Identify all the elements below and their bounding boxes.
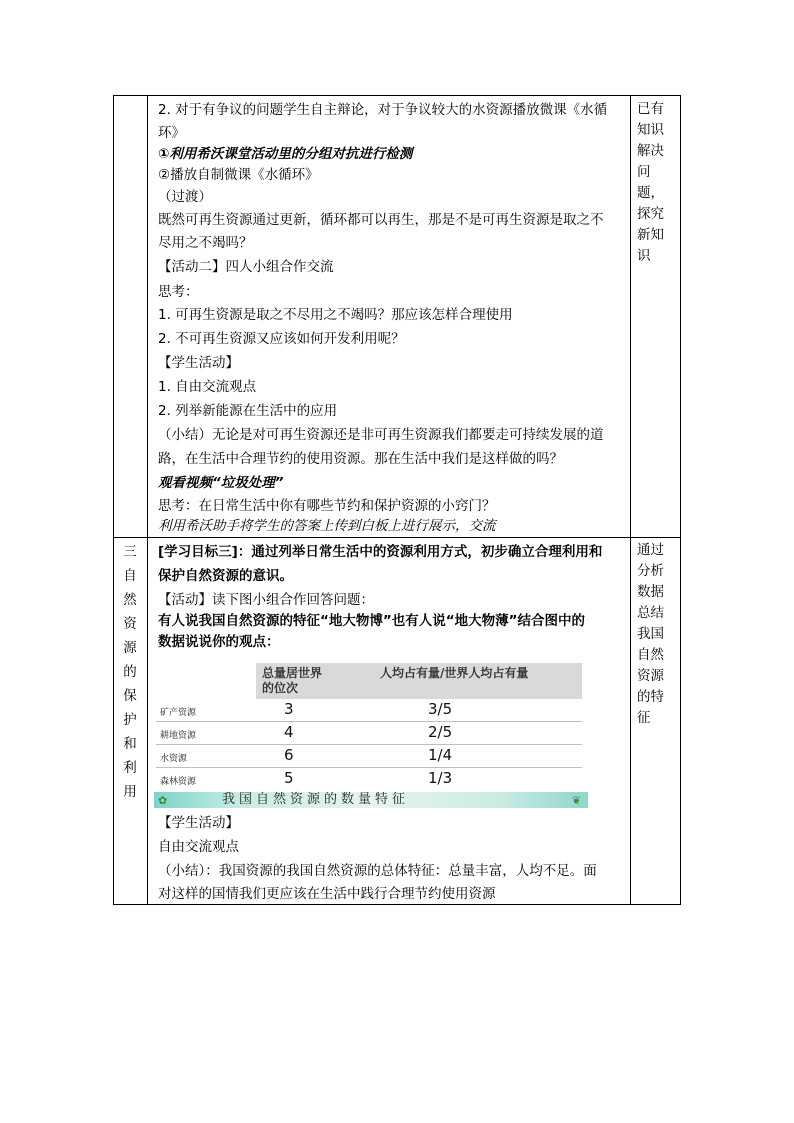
activity-heading: 【活动二】四人小组合作交流 xyxy=(158,259,334,275)
section-title-vertical xyxy=(116,540,144,804)
title-char: 的 xyxy=(123,664,137,680)
summary-line: （小结）：我国资源的我国自然资源的总体特征：总量丰富，人均不足。面 xyxy=(158,863,597,879)
resource-table-image xyxy=(156,663,582,791)
student-activity-heading: 【学生活动】 xyxy=(158,355,239,371)
table-row-ratio: 1/3 xyxy=(428,769,453,787)
side-note-text: 分析 xyxy=(637,563,664,579)
row-separator xyxy=(156,767,582,768)
table-header-ratio: 人均占有量/世界人均占有量 xyxy=(380,666,529,680)
side-note-text: 题， xyxy=(637,185,664,201)
side-note-text: 解决 xyxy=(637,143,664,159)
video-line: 观看视频“垃圾处理” xyxy=(158,475,284,491)
side-note-text: 新知 xyxy=(637,227,664,243)
text-line: 1. 自由交流观点 xyxy=(158,379,257,395)
table-row-ratio: 3/5 xyxy=(428,700,453,718)
text-line: 既然可再生资源通过更新，循环都可以再生，那是不是可再生资源是取之不 xyxy=(158,212,604,228)
title-char: 护 xyxy=(123,712,137,728)
table-row-rank: 5 xyxy=(284,769,294,787)
title-char: 利 xyxy=(123,760,137,776)
student-activity-heading: 【学生活动】 xyxy=(158,815,239,831)
header-text: 总量居世界 xyxy=(262,666,323,680)
activity-heading: 【活动】读下图小组合作回答问题： xyxy=(158,592,374,608)
text-line: 1. 可再生资源是取之不尽用之不竭吗？那应该怎样合理使用 xyxy=(158,307,513,323)
title-char: 用 xyxy=(123,784,137,800)
text-line: 2. 对于有争议的问题学生自主辩论，对于争议较大的水资源播放微课《水循 xyxy=(158,102,608,118)
side-note-text: 总结 xyxy=(637,605,664,621)
side-note-text: 自然 xyxy=(637,647,664,663)
table-header-rank xyxy=(262,666,322,696)
title-char: 自 xyxy=(123,568,137,584)
question-line: 数据说说你的观点： xyxy=(158,634,280,650)
summary-line: 路，在生活中合理节约的使用资源。那在生活中我们是这样做的吗？ xyxy=(158,451,563,467)
question-line: 有人说我国自然资源的特征“地大物博”也有人说“地大物薄”结合图中的 xyxy=(158,613,585,629)
side-note-text: 问 xyxy=(637,164,651,180)
summary-line: 对这样的国情我们更应该在生活中践行合理节约使用资源 xyxy=(158,886,496,902)
text-line: ①利用希沃课堂活动里的分组对抗进行检测 xyxy=(158,146,413,162)
text-line: 2. 列举新能源在生活中的应用 xyxy=(158,403,338,419)
table-row-rank: 3 xyxy=(284,700,294,718)
title-char: 源 xyxy=(123,640,137,656)
row-separator xyxy=(156,744,582,745)
side-note-text: 识 xyxy=(637,248,651,264)
side-note-text: 知识 xyxy=(637,122,664,138)
learning-goal: 保护自然资源的意识。 xyxy=(158,568,293,584)
plant-icon: ✿ xyxy=(158,794,168,807)
title-char: 资 xyxy=(123,616,137,632)
side-note-text: 的特 xyxy=(637,689,664,705)
text-line: 尽用之不竭吗？ xyxy=(158,235,253,251)
title-char: 保 xyxy=(123,688,137,704)
side-note-text: 探究 xyxy=(637,206,664,222)
column-divider-right xyxy=(630,95,631,905)
text-line: （过渡） xyxy=(158,189,212,205)
table-row-name: 耕地资源 xyxy=(160,731,197,741)
table-row-rank: 4 xyxy=(284,723,294,741)
title-char: 和 xyxy=(123,736,137,752)
side-note-text: 我国 xyxy=(637,626,664,642)
table-caption-banner xyxy=(154,792,588,808)
table-row-ratio: 2/5 xyxy=(428,723,453,741)
column-divider-left xyxy=(147,95,148,905)
text-line: 环》 xyxy=(158,125,185,141)
plant-icon: ❦ xyxy=(572,794,582,807)
table-row-rank: 6 xyxy=(284,746,294,764)
row-divider xyxy=(113,537,681,538)
side-note-text: 已有 xyxy=(637,101,664,117)
text-line: 利用希沃助手将学生的答案上传到白板上进行展示，交流 xyxy=(158,518,496,534)
table-row-name: 森林资源 xyxy=(160,777,197,787)
text-line: ②播放自制微课《水循环》 xyxy=(158,167,319,183)
side-note-text: 通过 xyxy=(637,542,664,558)
row-separator xyxy=(156,721,582,722)
title-char: 三 xyxy=(123,544,137,560)
text-line: 思考： xyxy=(158,284,199,300)
side-note-lower xyxy=(637,540,675,729)
title-char: 然 xyxy=(123,592,137,608)
table-row-name: 水资源 xyxy=(160,754,188,764)
text-line: 2. 不可再生资源又应该如何开发利用呢？ xyxy=(158,331,405,347)
side-note-text: 征 xyxy=(637,710,651,726)
side-note-upper xyxy=(637,99,675,267)
learning-goal: [学习目标三]：通过列举日常生活中的资源利用方式，初步确立合理利用和 xyxy=(158,544,603,560)
side-note-text: 资源 xyxy=(637,668,664,684)
text-line: 思考：在日常生活中你有哪些节约和保护资源的小窍门？ xyxy=(158,498,496,514)
table-caption: 我国自然资源的数量特征 xyxy=(222,792,410,807)
side-note-text: 数据 xyxy=(637,584,664,600)
summary-line: （小结）无论是对可再生资源还是非可再生资源我们都要走可持续发展的道 xyxy=(158,427,604,443)
table-row-name: 矿产资源 xyxy=(160,708,197,718)
table-row-ratio: 1/4 xyxy=(428,746,453,764)
text-line: 自由交流观点 xyxy=(158,839,239,855)
header-text: 的位次 xyxy=(262,681,299,695)
